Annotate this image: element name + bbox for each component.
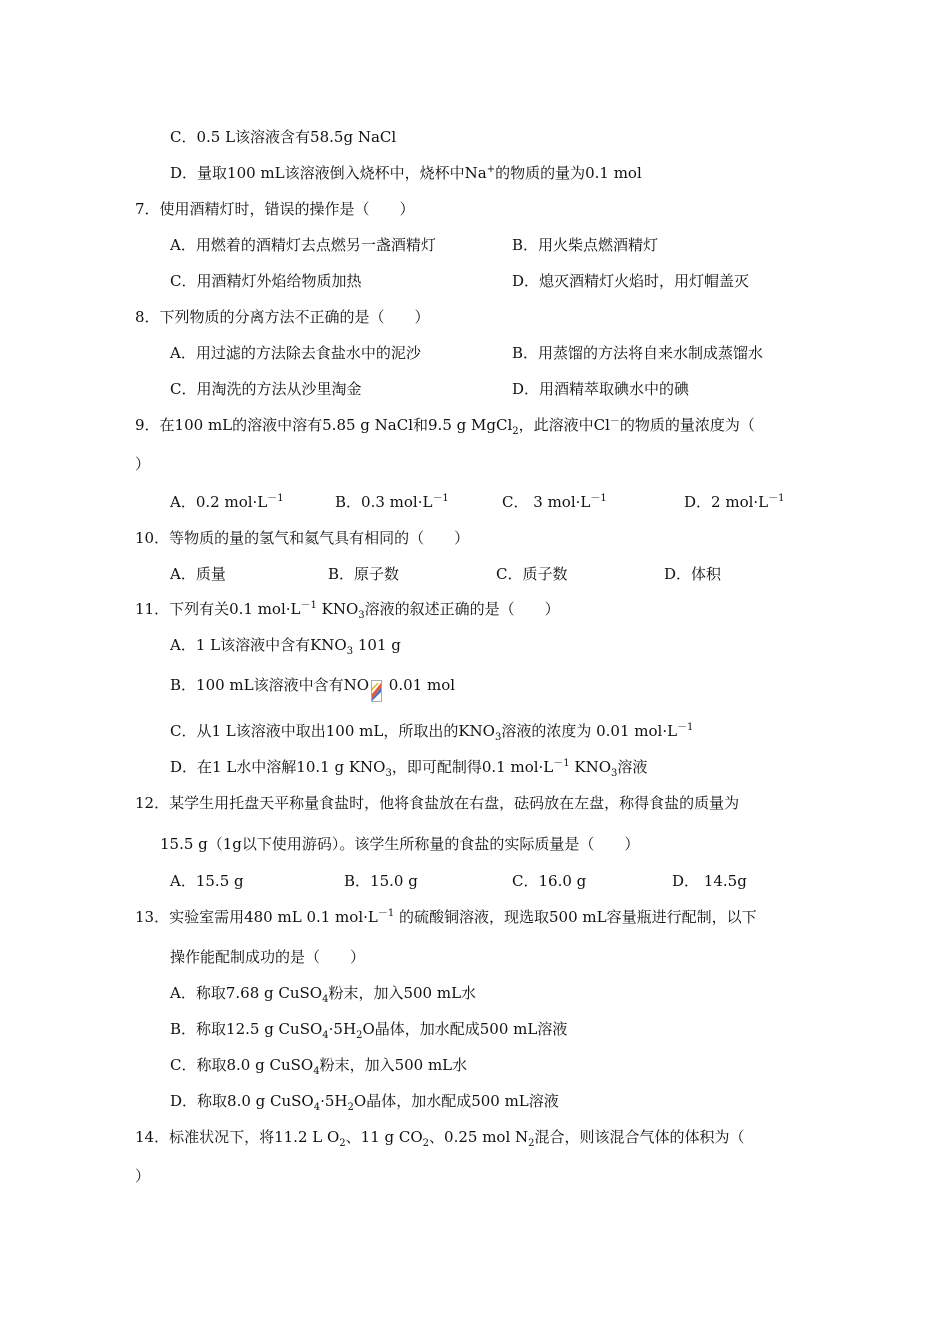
q10-stem: 10．等物质的量的氢气和氦气具有相同的（ ） [135, 529, 470, 547]
q13-stem-line2: 操作能配制成功的是（ ） [170, 948, 366, 966]
q10-option-c: C．质子数 [496, 565, 568, 583]
q12-option-c: C．16.0 g [512, 872, 587, 890]
q12-option-a: A．15.5 g [170, 872, 244, 890]
q11-stem: 11．下列有关0.1 $mol\cdot L^{-1}$ $KNO_3$溶液的叙述正确的是（ ） [135, 600, 560, 621]
q9-option-c: C． 3 $mol\cdot L^{-1}$ [502, 493, 607, 511]
q6-option-c: C．0.5 L该溶液含有58.5g NaCl [170, 128, 397, 146]
q9-stem-line2: ） [135, 455, 151, 473]
q8-option-c: C．用淘洗的方法从沙里淘金 [170, 380, 362, 398]
q11-option-b: B．100 mL该溶液中含有NO 0.01 mol [170, 675, 455, 702]
q7-option-d: D．熄灭酒精灯火焰时，用灯帽盖灭 [512, 272, 750, 290]
q10-option-a: A．质量 [170, 565, 226, 583]
q13-option-a: A．称取7.68 g CuSO$_4$粉末，加入500 mL水 [170, 984, 477, 1005]
q12-option-b: B．15.0 g [344, 872, 418, 890]
q10-option-b: B．原子数 [328, 565, 400, 583]
q12-stem-line2: 15.5 g（1g以下使用游码）。该学生所称量的食盐的实际质量是（ ） [160, 835, 640, 853]
q9-option-d: D．2 $mol\cdot L^{-1}$ [684, 493, 785, 511]
broken-image-icon [371, 680, 382, 702]
q12-stem: 12．某学生用托盘天平称量食盐时，他将食盐放在右盘，砝码放在左盘，称得食盐的质量为 [135, 794, 740, 812]
q6-option-d: D．量取100 mL该溶液倒入烧杯中，烧杯中Na+的物质的量为0.1 mol [170, 164, 642, 182]
q11-option-a: A．1 L该溶液中含有$KNO_3$ 101 g [170, 636, 401, 657]
q11-option-c: C．从1 L该溶液中取出100 mL，所取出的$KNO_3$溶液的浓度为 0.01 $mol\cdot L^{-1}$ [170, 722, 694, 743]
q13-stem: 13．实验室需用480 mL 0.1 $mol\cdot L^{-1}$ 的硫酸铜溶液，现选取500 mL容量瓶进行配制，以下 [135, 908, 757, 926]
q14-stem: 14．标准状况下，将11.2 L $O_2$、11 g $CO_2$、0.25 mol $N_2$混合，则该混合气体的体积为（ [135, 1128, 745, 1149]
q8-option-a: A．用过滤的方法除去食盐水中的泥沙 [170, 344, 421, 362]
q11-option-d: D．在1 L水中溶解10.1 g $KNO_3$，即可配制得0.1 $mol\cdot L^{-1}$ $KNO_3$溶液 [170, 758, 648, 779]
q13-option-d: D．称取8.0 g $CuSO_4\cdot 5H_2O$晶体，加水配成500 mL溶液 [170, 1092, 559, 1113]
q12-option-d: D． 14.5g [672, 872, 747, 890]
q7-option-a: A．用燃着的酒精灯去点燃另一盏酒精灯 [170, 236, 436, 254]
q13-option-c: C．称取8.0 g CuSO$_4$粉末，加入500 mL水 [170, 1056, 468, 1077]
q7-option-b: B．用火柴点燃酒精灯 [512, 236, 659, 254]
q9-stem: 9．在100 mL的溶液中溶有5.85 g NaCl和9.5 g MgCl$_2$，此溶液中Cl－的物质的量浓度为（ [135, 416, 755, 437]
q8-stem: 8．下列物质的分离方法不正确的是（ ） [135, 308, 430, 326]
q9-option-a: A．0.2 $mol\cdot L^{-1}$ [170, 493, 284, 511]
q14-stem-line2: ） [135, 1167, 151, 1185]
q7-stem: 7．使用酒精灯时，错误的操作是（ ） [135, 200, 415, 218]
q13-option-b: B．称取12.5 g $CuSO_4\cdot 5H_2O$晶体，加水配成500 mL溶液 [170, 1020, 568, 1041]
q8-option-b: B．用蒸馏的方法将自来水制成蒸馏水 [512, 344, 764, 362]
q8-option-d: D．用酒精萃取碘水中的碘 [512, 380, 690, 398]
q9-option-b: B．0.3 $mol\cdot L^{-1}$ [335, 493, 449, 511]
q10-option-d: D．体积 [664, 565, 722, 583]
q7-option-c: C．用酒精灯外焰给物质加热 [170, 272, 362, 290]
